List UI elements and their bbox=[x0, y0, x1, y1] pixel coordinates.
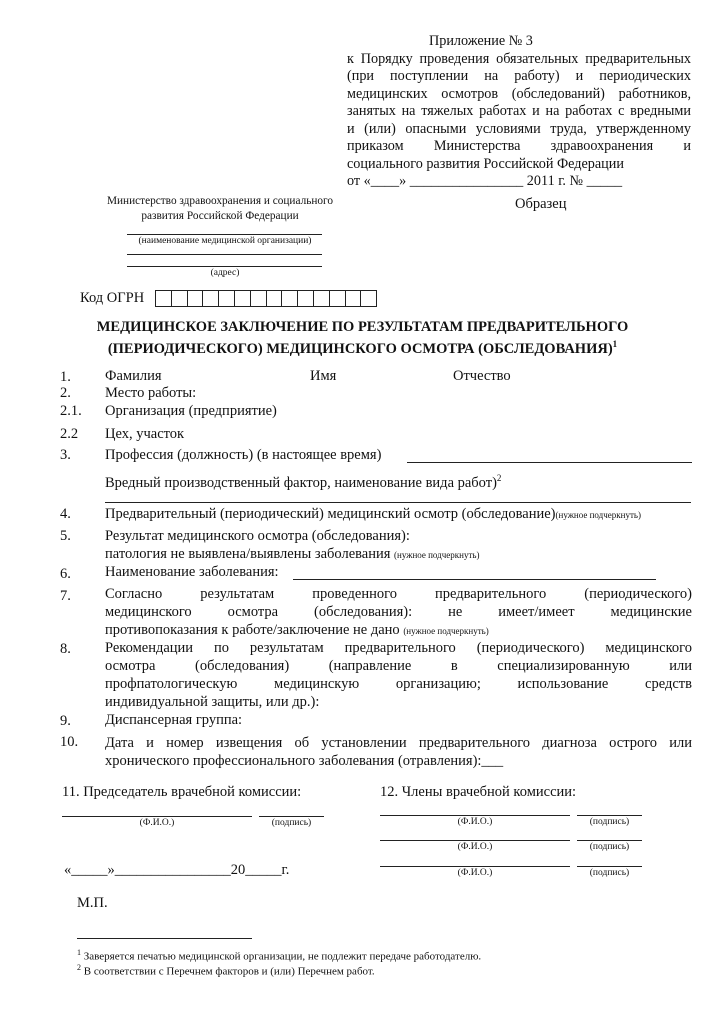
exam-type-label: Предварительный (периодический) медицинский осмотр (обследование) bbox=[105, 506, 556, 522]
annex-title: Приложение № 3 bbox=[429, 33, 533, 49]
notice-line: Дата и номер извещения об установлении предварительного диагноза острого или bbox=[105, 735, 692, 751]
members-label: 12. Члены врачебной комиссии: bbox=[380, 784, 577, 800]
conclusion-line: медицинского осмотра (обследования): не имеет/имеет медицинские bbox=[105, 604, 692, 620]
ogrn-cell[interactable] bbox=[330, 290, 346, 307]
ogrn-cell[interactable] bbox=[361, 290, 377, 307]
signature-caption: (подпись) bbox=[271, 818, 312, 828]
disease-label: Наименование заболевания: bbox=[105, 564, 279, 580]
organization-label: Организация (предприятие) bbox=[105, 403, 277, 419]
annex-block bbox=[347, 33, 691, 191]
item-number: 9. bbox=[60, 713, 71, 729]
ogrn-cell[interactable] bbox=[172, 290, 188, 307]
recommendation-line: профпатологическую медицинскую организацию; использование средств bbox=[105, 676, 692, 692]
underline-note: (нужное подчеркнуть) bbox=[394, 550, 480, 560]
patronymic-label: Отчество bbox=[453, 368, 511, 384]
name-label: Имя bbox=[310, 368, 337, 384]
item-number: 2.1. bbox=[60, 403, 82, 419]
stamp-label: М.П. bbox=[77, 895, 108, 911]
ogrn-cell[interactable] bbox=[203, 290, 219, 307]
annex-line: приказом Министерства здравоохранения и bbox=[347, 138, 691, 154]
annex-line: социального развития Российской Федерации bbox=[347, 155, 624, 172]
item-number: 6. bbox=[60, 566, 71, 582]
chairman-fio-field[interactable] bbox=[62, 816, 252, 817]
document-title bbox=[60, 319, 665, 358]
title-line: МЕДИЦИНСКОЕ ЗАКЛЮЧЕНИЕ ПО РЕЗУЛЬТАТАМ ПРЕДВАРИТЕЛЬНОГО bbox=[96, 319, 629, 335]
address-line bbox=[127, 266, 322, 267]
ogrn-cell[interactable] bbox=[188, 290, 204, 307]
item-number: 2. bbox=[60, 385, 71, 401]
signature-caption: (подпись) bbox=[589, 868, 630, 878]
member-fio-field[interactable] bbox=[380, 840, 570, 841]
conclusion-line: противопоказания к работе/заключение не дано bbox=[105, 622, 400, 638]
ministry-header bbox=[95, 194, 345, 224]
ogrn-cell[interactable] bbox=[282, 290, 298, 307]
footnote-mark: 2 bbox=[77, 963, 81, 972]
signature-caption: (подпись) bbox=[589, 817, 630, 827]
item-number: 2.2 bbox=[60, 426, 79, 442]
sample-label: Образец bbox=[515, 196, 567, 212]
footnote-text: В соответствии с Перечнем факторов и (или) Перечнем работ. bbox=[81, 965, 375, 978]
underline-note: (нужное подчеркнуть) bbox=[403, 626, 489, 636]
footnote-separator bbox=[77, 938, 252, 939]
ogrn-cell[interactable] bbox=[251, 290, 267, 307]
surname-label: Фамилия bbox=[105, 368, 162, 384]
title-line: (ПЕРИОДИЧЕСКОГО) МЕДИЦИНСКОГО ОСМОТРА (ОБСЛЕДОВАНИЯ) bbox=[107, 340, 613, 357]
fio-caption: (Ф.И.О.) bbox=[457, 842, 493, 852]
ogrn-label: Код ОГРН bbox=[80, 290, 145, 306]
recommendation-line: осмотра (обследования) (направление в специализированную или bbox=[105, 658, 692, 674]
annex-line: занятых на тяжелых работах и на работах с вредными bbox=[347, 103, 691, 119]
fio-caption: (Ф.И.О.) bbox=[457, 868, 493, 878]
annex-line: к Порядку проведения обязательных предварительных bbox=[347, 50, 691, 67]
fio-caption: (Ф.И.О.) bbox=[457, 817, 493, 827]
signature-caption: (подпись) bbox=[589, 842, 630, 852]
ogrn-cell[interactable] bbox=[235, 290, 251, 307]
profession-label: Профессия (должность) (в настоящее время) bbox=[105, 447, 382, 463]
chairman-signature-field[interactable] bbox=[259, 816, 324, 817]
org-name-line bbox=[127, 234, 322, 235]
department-label: Цех, участок bbox=[105, 426, 185, 442]
workplace-label: Место работы: bbox=[105, 385, 197, 401]
item-number: 1. bbox=[60, 369, 71, 385]
footnote-text: Заверяется печатью медицинской организации, не подлежит передаче работодателю. bbox=[81, 950, 482, 963]
disease-field[interactable] bbox=[293, 579, 656, 580]
dispensary-group-label: Диспансерная группа: bbox=[105, 712, 243, 728]
fio-caption: (Ф.И.О.) bbox=[139, 818, 175, 828]
footnote-ref: 2 bbox=[496, 473, 502, 483]
ogrn-cell[interactable] bbox=[219, 290, 235, 307]
result-label: Результат медицинского осмотра (обследования): bbox=[105, 528, 410, 544]
item-number: 3. bbox=[60, 447, 71, 463]
date-field[interactable]: «_____»________________20_____г. bbox=[64, 862, 290, 878]
conclusion-line: Согласно результатам проведенного предварительного (периодического) bbox=[105, 586, 692, 602]
footnote-ref: 1 bbox=[612, 339, 618, 349]
address-caption: (адрес) bbox=[210, 268, 240, 278]
annex-line: и (или) опасными условиями труда, утвержденному bbox=[347, 120, 691, 137]
item-number: 10. bbox=[60, 734, 79, 750]
item-number: 8. bbox=[60, 641, 71, 657]
annex-line: медицинских осмотров (обследований) работников, bbox=[347, 85, 691, 102]
item-number: 4. bbox=[60, 506, 71, 522]
harmful-factor-label: Вредный производственный фактор, наименование вида работ) bbox=[105, 474, 497, 491]
member-signature-field[interactable] bbox=[577, 866, 642, 867]
harmful-factor-field[interactable] bbox=[105, 502, 691, 503]
member-fio-field[interactable] bbox=[380, 866, 570, 867]
recommendation-line: Рекомендации по результатам предварительного (периодического) медицинского bbox=[105, 640, 692, 656]
ogrn-cells[interactable] bbox=[155, 290, 377, 307]
ogrn-cell[interactable] bbox=[267, 290, 283, 307]
ogrn-cell[interactable] bbox=[298, 290, 314, 307]
member-signature-field[interactable] bbox=[577, 840, 642, 841]
recommendation-line: индивидуальной защиты, или др.): bbox=[105, 694, 320, 710]
annex-line: от «____» ________________ 2011 г. № _____ bbox=[347, 173, 623, 189]
footnote-mark: 1 bbox=[77, 948, 81, 957]
annex-line: (при поступлении на работу) и периодических bbox=[347, 68, 691, 84]
ministry-line: Министерство здравоохранения и социального bbox=[106, 195, 334, 207]
result-options: патология не выявлена/выявлены заболевания bbox=[105, 546, 391, 562]
item-number: 5. bbox=[60, 528, 71, 544]
item-number: 7. bbox=[60, 588, 71, 604]
ministry-line: развития Российской Федерации bbox=[141, 210, 299, 222]
chairman-label: 11. Председатель врачебной комиссии: bbox=[62, 784, 302, 800]
member-signature-field[interactable] bbox=[577, 815, 642, 816]
member-fio-field[interactable] bbox=[380, 815, 570, 816]
org-name-caption: (наименование медицинской организации) bbox=[138, 236, 312, 246]
address-line bbox=[127, 254, 322, 255]
ogrn-cell[interactable] bbox=[156, 290, 172, 307]
ogrn-cell[interactable] bbox=[314, 290, 330, 307]
ogrn-cell[interactable] bbox=[346, 290, 362, 307]
notice-line: хронического профессионального заболевания (отравления):___ bbox=[105, 753, 504, 769]
underline-note: (нужное подчеркнуть) bbox=[555, 510, 641, 520]
profession-field[interactable] bbox=[407, 462, 692, 463]
